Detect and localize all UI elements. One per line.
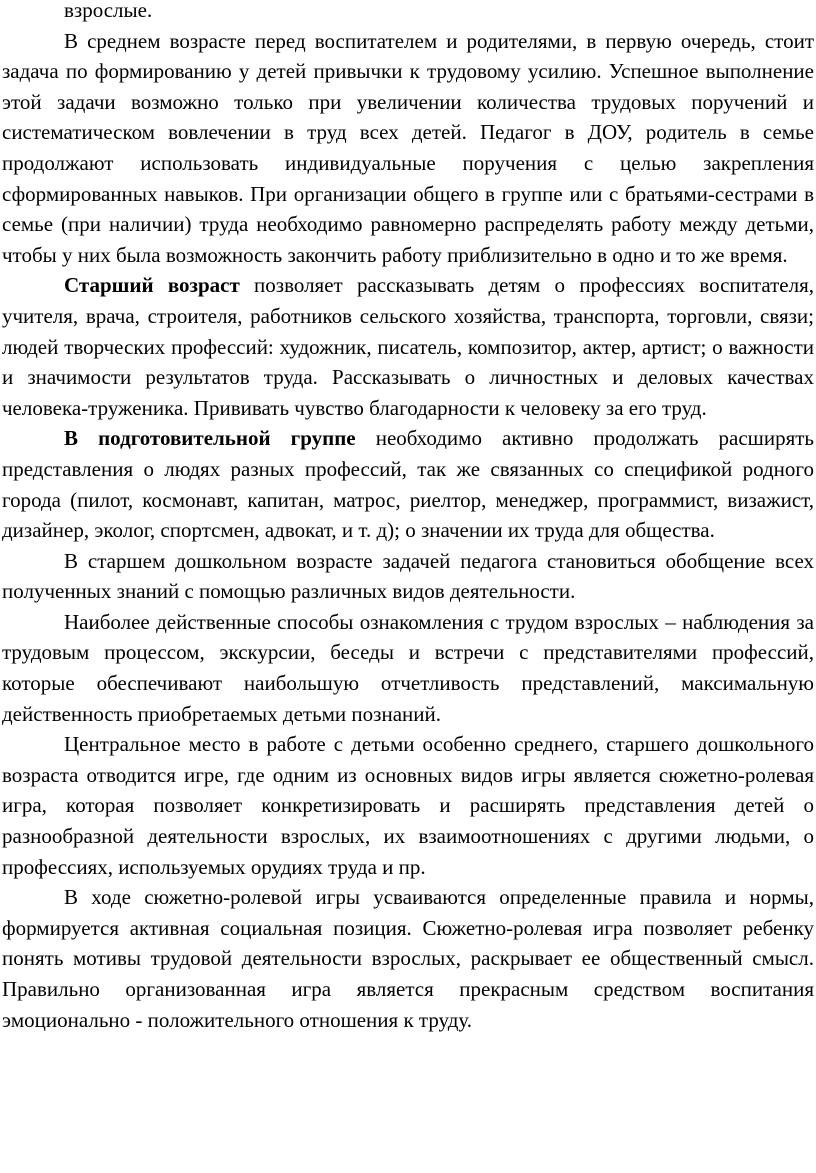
paragraph-text: Наиболее действенные способы ознакомления с трудом взрослых – наблюдения за трудовым процессом, экскурсии, беседы и встречи с представителями профессий, которые обеспечивают наибольшую отчетливость представлений, максимальную действенность приобретаемых детьми познаний. <box>2 609 814 726</box>
paragraph-central-place-of-play <box>2 729 814 882</box>
paragraph-middle-age <box>2 26 814 271</box>
paragraph-bold-lead: Старший возраст <box>64 273 240 298</box>
paragraph-bold-lead: В подготовительной группе <box>64 426 356 451</box>
paragraph-text: В старшем дошкольном возрасте задачей педагога становиться обобщение всех полученных знаний с помощью различных видов деятельности. <box>2 548 814 604</box>
paragraph-text: позволяет рассказывать детям о профессиях воспитателя, учителя, врача, строителя, работников сельского хозяйства, транспорта, торговли, связи; людей творческих профессий: художник, писатель, композитор, актер, артист; о важности и значимости результатов труда. Рассказывать о личностных и деловых качествах человека-труженика. Прививать чувство благодарности к человеку за его труд. <box>2 273 814 420</box>
paragraph-generalization <box>2 546 814 607</box>
paragraph-text: В среднем возрасте перед воспитателем и родителями, в первую очередь, стоит задача по формированию у детей привычки к трудовому усилию. Успешное выполнение этой задачи возможно только при увеличении количества трудовых поручений и систематическом вовлечении в труд всех детей. Педагог в ДОУ, родитель в семье продолжают использовать индивидуальные поручения с целью закрепления сформированных навыков. При организации общего в группе или с братьями-сестрами в семье (при наличии) труда необходимо равномерно распределять работу между детьми, чтобы у них была возможность закончить работу приблизительно в одно и то же время. <box>2 28 814 267</box>
paragraph-preparatory-group <box>2 423 814 545</box>
paragraph-text: В ходе сюжетно-ролевой игры усваиваются определенные правила и нормы, формируется активная социальная позиция. Сюжетно-ролевая игра позволяет ребенку понять мотивы трудовой деятельности взрослых, раскрывает ее общественный смысл. Правильно организованная игра является прекрасным средством воспитания эмоционально - положительного отношения к труду. <box>2 885 814 1032</box>
paragraph-senior-age <box>2 270 814 423</box>
paragraph-text: необходимо активно продолжать расширять представления о людях разных профессий, так же связанных со спецификой родного города (пилот, космонавт, капитан, матрос, риелтор, менеджер, программист, визажист, дизайнер, эколог, спортсмен, адвокат, и т. д); о значении их труда для общества. <box>2 426 815 543</box>
paragraph-role-play <box>2 882 814 1035</box>
paragraph-text: Центральное место в работе с детьми особенно среднего, старшего дошкольного возраста отводится игре, где одним из основных видов игры является сюжетно-ролевая игра, которая позволяет конкретизировать и расширять представления детей о разнообразной деятельности взрослых, их взаимоотношениях с другими людьми, о профессиях, используемых орудиях труда и пр. <box>2 732 814 879</box>
paragraph-continuation <box>2 0 814 26</box>
document-page <box>2 0 814 1035</box>
paragraph-text: взрослые. <box>64 0 153 22</box>
paragraph-methods <box>2 607 814 729</box>
